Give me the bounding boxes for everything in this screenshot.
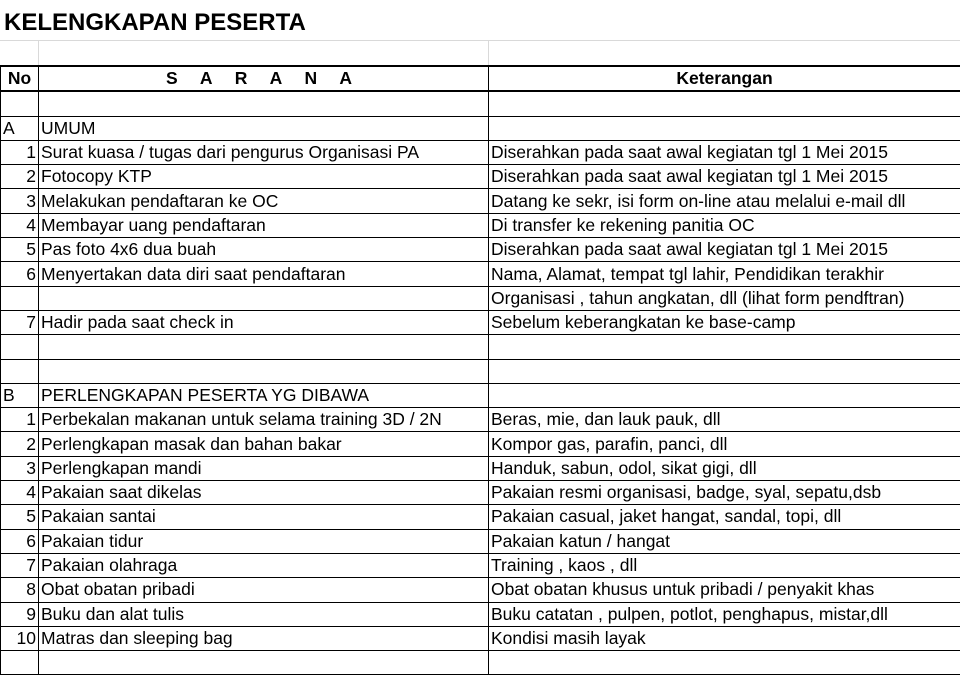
header-keterangan[interactable]: Keterangan [489, 66, 960, 91]
cell-keterangan[interactable]: Diserahkan pada saat awal kegiatan tgl 1 Mei 2015 [489, 238, 960, 262]
table-row [1, 408, 960, 432]
cell-sarana[interactable]: Pakaian santai [39, 505, 489, 529]
table-row [1, 432, 960, 456]
cell-no[interactable]: B [1, 383, 39, 407]
table-row [1, 116, 960, 140]
cell-sarana[interactable] [39, 286, 489, 310]
cell-sarana[interactable]: Pakaian olahraga [39, 553, 489, 577]
cell-keterangan[interactable]: Nama, Alamat, tempat tgl lahir, Pendidikan terakhir [489, 262, 960, 286]
cell-sarana[interactable]: Perbekalan makanan untuk selama training 3D / 2N [39, 408, 489, 432]
table-row [1, 238, 960, 262]
cell-keterangan[interactable]: Buku catatan , pulpen, potlot, penghapus, mistar,dll [489, 602, 960, 626]
cell-no[interactable] [1, 335, 39, 359]
cell-keterangan[interactable]: Diserahkan pada saat awal kegiatan tgl 1 Mei 2015 [489, 140, 960, 164]
cell-sarana[interactable]: Surat kuasa / tugas dari pengurus Organisasi PA [39, 140, 489, 164]
cell-sarana[interactable]: Fotocopy KTP [39, 165, 489, 189]
blank-grid-row[interactable] [0, 40, 960, 66]
cell-sarana[interactable]: PERLENGKAPAN PESERTA YG DIBAWA [39, 383, 489, 407]
cell-no[interactable]: 3 [1, 189, 39, 213]
cell-no[interactable]: 2 [1, 165, 39, 189]
cell-no[interactable] [1, 91, 39, 116]
cell-sarana[interactable]: Menyertakan data diri saat pendaftaran [39, 262, 489, 286]
table-row [1, 456, 960, 480]
cell-keterangan[interactable]: Organisasi , tahun angkatan, dll (lihat form pendftran) [489, 286, 960, 310]
cell-no[interactable]: 5 [1, 238, 39, 262]
cell-keterangan[interactable] [489, 359, 960, 383]
table-row [1, 335, 960, 359]
cell-keterangan[interactable]: Diserahkan pada saat awal kegiatan tgl 1 Mei 2015 [489, 165, 960, 189]
header-row [1, 66, 960, 91]
table-row [1, 213, 960, 237]
cell-keterangan[interactable] [489, 383, 960, 407]
cell-no[interactable]: 6 [1, 529, 39, 553]
cell-sarana[interactable] [39, 651, 489, 675]
cell-sarana[interactable]: Matras dan sleeping bag [39, 626, 489, 650]
header-sarana[interactable]: S A R A N A [39, 66, 489, 91]
cell-no[interactable]: 1 [1, 408, 39, 432]
table-row [1, 359, 960, 383]
cell-no[interactable] [1, 286, 39, 310]
cell-no[interactable]: 8 [1, 578, 39, 602]
cell-keterangan[interactable]: Handuk, sabun, odol, sikat gigi, dll [489, 456, 960, 480]
table-row [1, 626, 960, 650]
grid-line [488, 41, 489, 66]
cell-no[interactable]: A [1, 116, 39, 140]
cell-keterangan[interactable]: Datang ke sekr, isi form on-line atau melalui e-mail dll [489, 189, 960, 213]
cell-no[interactable]: 2 [1, 432, 39, 456]
table-row [1, 602, 960, 626]
participant-requirements-table [0, 65, 960, 675]
cell-sarana[interactable]: Pas foto 4x6 dua buah [39, 238, 489, 262]
cell-sarana[interactable]: Melakukan pendaftaran ke OC [39, 189, 489, 213]
grid-line [38, 41, 39, 66]
cell-no[interactable]: 5 [1, 505, 39, 529]
cell-keterangan[interactable]: Pakaian katun / hangat [489, 529, 960, 553]
cell-sarana[interactable] [39, 359, 489, 383]
cell-no[interactable] [1, 359, 39, 383]
cell-keterangan[interactable] [489, 91, 960, 116]
table-row [1, 481, 960, 505]
cell-keterangan[interactable]: Kondisi masih layak [489, 626, 960, 650]
cell-sarana[interactable]: Perlengkapan masak dan bahan bakar [39, 432, 489, 456]
cell-sarana[interactable]: Perlengkapan mandi [39, 456, 489, 480]
table-row [1, 529, 960, 553]
cell-sarana[interactable] [39, 335, 489, 359]
cell-sarana[interactable]: Membayar uang pendaftaran [39, 213, 489, 237]
cell-keterangan[interactable] [489, 651, 960, 675]
cell-sarana[interactable]: Pakaian saat dikelas [39, 481, 489, 505]
cell-sarana[interactable] [39, 91, 489, 116]
cell-sarana[interactable]: UMUM [39, 116, 489, 140]
cell-no[interactable] [1, 651, 39, 675]
table-row [1, 651, 960, 675]
cell-keterangan[interactable]: Beras, mie, dan lauk pauk, dll [489, 408, 960, 432]
cell-no[interactable]: 9 [1, 602, 39, 626]
cell-sarana[interactable]: Buku dan alat tulis [39, 602, 489, 626]
header-no[interactable]: No [1, 66, 39, 91]
cell-no[interactable]: 1 [1, 140, 39, 164]
table-row [1, 310, 960, 334]
cell-keterangan[interactable]: Sebelum keberangkatan ke base-camp [489, 310, 960, 334]
cell-no[interactable]: 4 [1, 481, 39, 505]
table-row [1, 262, 960, 286]
table-row [1, 286, 960, 310]
cell-keterangan[interactable]: Pakaian resmi organisasi, badge, syal, sepatu,dsb [489, 481, 960, 505]
cell-keterangan[interactable]: Kompor gas, parafin, panci, dll [489, 432, 960, 456]
cell-sarana[interactable]: Obat obatan pribadi [39, 578, 489, 602]
table-row [1, 505, 960, 529]
cell-keterangan[interactable] [489, 116, 960, 140]
table-row [1, 383, 960, 407]
cell-no[interactable]: 7 [1, 553, 39, 577]
cell-no[interactable]: 6 [1, 262, 39, 286]
cell-keterangan[interactable]: Di transfer ke rekening panitia OC [489, 213, 960, 237]
cell-keterangan[interactable] [489, 335, 960, 359]
table-row [1, 189, 960, 213]
cell-no[interactable]: 7 [1, 310, 39, 334]
table-row [1, 553, 960, 577]
cell-keterangan[interactable]: Training , kaos , dll [489, 553, 960, 577]
cell-sarana[interactable]: Pakaian tidur [39, 529, 489, 553]
cell-no[interactable]: 3 [1, 456, 39, 480]
table-row [1, 578, 960, 602]
cell-no[interactable]: 10 [1, 626, 39, 650]
cell-sarana[interactable]: Hadir pada saat check in [39, 310, 489, 334]
cell-no[interactable]: 4 [1, 213, 39, 237]
table-row [1, 165, 960, 189]
sheet-title: KELENGKAPAN PESERTA [4, 9, 306, 36]
table-row [1, 140, 960, 164]
cell-keterangan[interactable]: Obat obatan khusus untuk pribadi / penyakit khas [489, 578, 960, 602]
cell-keterangan[interactable]: Pakaian casual, jaket hangat, sandal, topi, dll [489, 505, 960, 529]
table-row [1, 91, 960, 116]
